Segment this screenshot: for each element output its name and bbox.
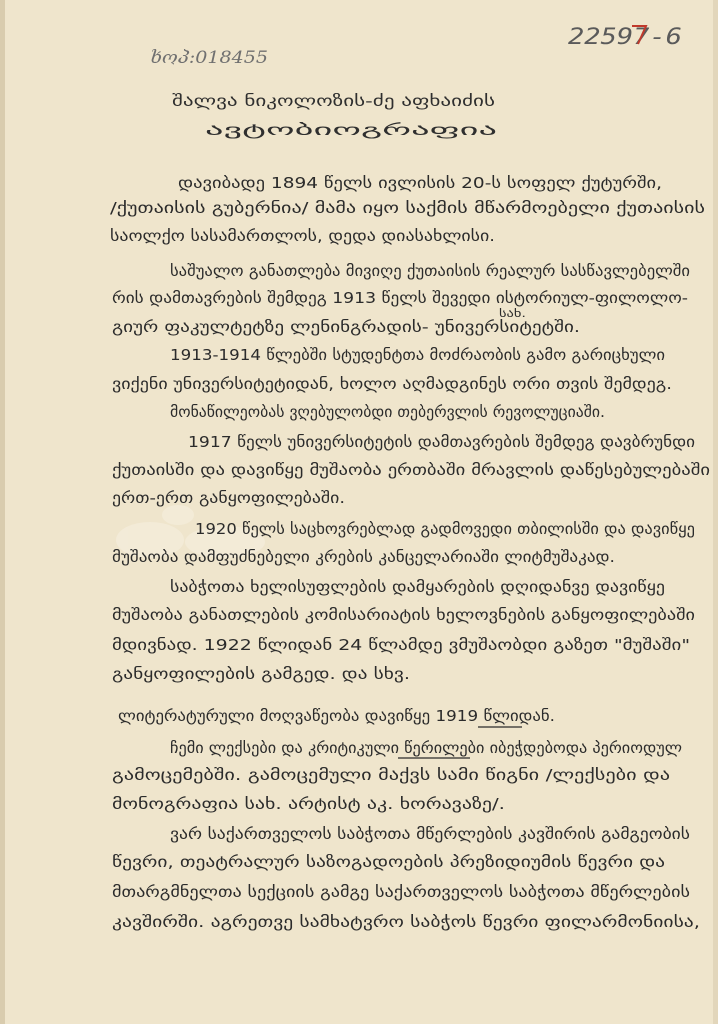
body-line: მონაწილეობას ვღებულობდი თებერვლის რევოლუციაში. (170, 403, 605, 421)
body-line: მდივნად. 1922 წლიდან 24 წლამდე ვმუშაობდი გაზეთ "მუშაში" (112, 636, 690, 654)
body-line: წევრი, თეატრალურ საზოგადოების პრეზიდიუმის წევრი და (112, 853, 665, 871)
body-line: მონოგრაფია სახ. არტისტ აკ. ხორავაზე/. (112, 795, 505, 813)
right-page-edge (713, 0, 718, 1024)
handwritten-reference: ხოპ:018455 (150, 48, 268, 68)
body-line: გიურ ფაკულტეტზე ლენინგრადის- უნივერსიტეტში. (112, 318, 580, 336)
body-line: 1913-1914 წლებში სტუდენტთა მოძრაობის გამო გარიცხული (170, 346, 666, 364)
document-heading: ავტობიოგრაფია (205, 121, 497, 139)
body-line: საშუალო განათლება მივიღე ქუთაისის რეალურ სასწავლებელში (170, 262, 691, 280)
body-line: საოლქო სასამართლოს, დედა დიასახლისი. (110, 227, 495, 245)
body-line: გამოცემებში. გამოცემული მაქვს სამი წიგნი /ლექსები და (112, 766, 670, 784)
body-line: ლიტერატურული მოღვაწეობა დავიწყე 1919 წლიდან. (118, 707, 555, 725)
author-name-title: შალვა ნიკოლოზის-ძე აფხაიძის (172, 92, 496, 110)
body-line: /ქუთაისის გუბერნია/ მამა იყო საქმის მწარმოებელი ქუთაისის (110, 199, 706, 217)
body-line: ვიქენი უნივერსიტეტიდან, ხოლო აღმადგინეს ორი თვის შემდეგ. (112, 375, 672, 393)
body-line: ვარ საქართველოს საბჭოთა მწერლების კავშირის გამგეობის (170, 825, 691, 843)
body-line: კავშირში. აგრეთვე სამხატვრო საბჭოს წევრი ფილარმონიისა, (112, 913, 700, 931)
left-page-edge (0, 0, 5, 1024)
body-line: მუშაობა დამფუძნებელი კრების კანცელარიაში ლიტმუშაკად. (112, 548, 615, 566)
inserted-word: სახ. (499, 307, 526, 320)
archive-number: 22597-6 (568, 25, 682, 50)
body-line: რის დამთავრების შემდეგ 1913 წელს შევედი ისტორიულ-ფილოლო- (112, 289, 688, 307)
body-line: ერთ-ერთ განყოფილებაში. (112, 489, 345, 507)
body-line: მთარგმნელთა სექციის გამგე საქართველოს საბჭოთა მწერლების (112, 883, 691, 901)
body-line: 1917 წელს უნივერსიტეტის დამთავრების შემდეგ დავბრუნდი (188, 433, 696, 451)
body-line: დავიბადე 1894 წელს ივლისის 20-ს სოფელ ქუტურში, (178, 174, 662, 192)
body-line: 1920 წელს საცხოვრებლად გადმოვედი თბილისში და დავიწყე (195, 520, 695, 538)
body-line: ჩემი ლექსები და კრიტიკული წერილები იბეჭდებოდა პერიოდულ (170, 739, 683, 757)
body-line: მუშაობა განათლების კომისარიატის ხელოვნების განყოფილებაში (112, 606, 696, 624)
body-line: ქუთაისში და დავიწყე მუშაობა ერთბაში მრავლის დაწესებულებაში (112, 461, 711, 479)
body-line: საბჭოთა ხელისუფლების დამყარების დღიდანვე დავიწყე (170, 578, 665, 596)
body-line: განყოფილების გამგედ. და სხვ. (112, 665, 410, 683)
